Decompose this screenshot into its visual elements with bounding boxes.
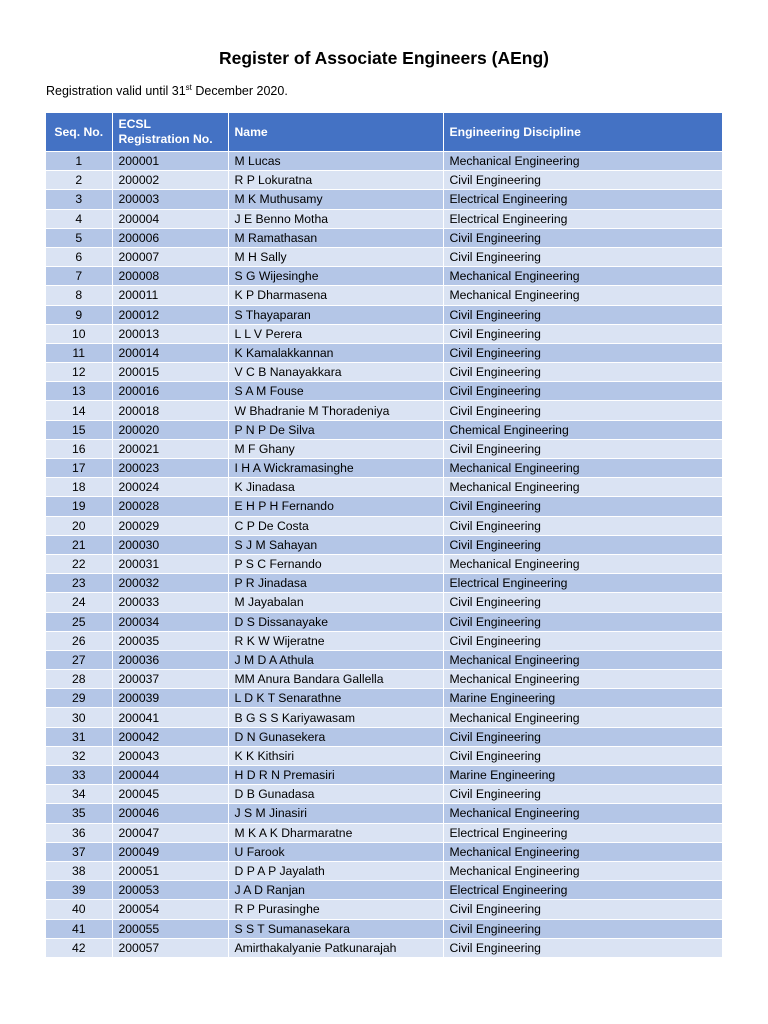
seq-cell: 19 (46, 497, 112, 516)
table-row (46, 823, 722, 842)
discipline-cell: Marine Engineering (443, 766, 722, 785)
validity-prefix: Registration valid until 31 (46, 84, 186, 98)
table-row (46, 727, 722, 746)
name-cell: S J M Sahayan (228, 535, 443, 554)
name-cell: M H Sally (228, 247, 443, 266)
name-cell: M Lucas (228, 152, 443, 171)
name-cell: MM Anura Bandara Gallella (228, 670, 443, 689)
name-cell: J S M Jinasiri (228, 804, 443, 823)
seq-cell: 16 (46, 439, 112, 458)
table-row (46, 574, 722, 593)
discipline-cell: Mechanical Engineering (443, 478, 722, 497)
seq-cell: 37 (46, 842, 112, 861)
table-row (46, 267, 722, 286)
name-cell: D P A P Jayalath (228, 861, 443, 880)
discipline-cell: Civil Engineering (443, 746, 722, 765)
table-row (46, 516, 722, 535)
name-cell: K K Kithsiri (228, 746, 443, 765)
registration-no-cell: 200024 (112, 478, 228, 497)
table-row (46, 919, 722, 938)
registration-no-cell: 200002 (112, 171, 228, 190)
discipline-cell: Mechanical Engineering (443, 670, 722, 689)
name-cell: K Jinadasa (228, 478, 443, 497)
name-cell: L L V Perera (228, 324, 443, 343)
table-row (46, 152, 722, 171)
table-row (46, 286, 722, 305)
seq-cell: 25 (46, 612, 112, 631)
name-cell: S S T Sumanasekara (228, 919, 443, 938)
table-row (46, 363, 722, 382)
name-cell: R K W Wijeratne (228, 631, 443, 650)
seq-cell: 9 (46, 305, 112, 324)
discipline-cell: Civil Engineering (443, 228, 722, 247)
name-cell: M F Ghany (228, 439, 443, 458)
discipline-cell: Civil Engineering (443, 439, 722, 458)
registration-no-cell: 200041 (112, 708, 228, 727)
table-row (46, 861, 722, 880)
discipline-cell: Mechanical Engineering (443, 861, 722, 880)
seq-cell: 20 (46, 516, 112, 535)
name-cell: R P Lokuratna (228, 171, 443, 190)
registration-no-cell: 200028 (112, 497, 228, 516)
seq-cell: 3 (46, 190, 112, 209)
discipline-cell: Mechanical Engineering (443, 267, 722, 286)
table-row (46, 766, 722, 785)
table-row (46, 612, 722, 631)
name-cell: M K Muthusamy (228, 190, 443, 209)
registration-no-cell: 200029 (112, 516, 228, 535)
name-cell: J E Benno Motha (228, 209, 443, 228)
header-name: Name (228, 113, 443, 152)
name-cell: D B Gunadasa (228, 785, 443, 804)
seq-cell: 2 (46, 171, 112, 190)
seq-cell: 10 (46, 324, 112, 343)
seq-cell: 42 (46, 938, 112, 957)
seq-cell: 26 (46, 631, 112, 650)
registration-no-cell: 200047 (112, 823, 228, 842)
table-row (46, 401, 722, 420)
table-row (46, 247, 722, 266)
discipline-cell: Mechanical Engineering (443, 650, 722, 669)
registration-no-cell: 200043 (112, 746, 228, 765)
seq-cell: 18 (46, 478, 112, 497)
seq-cell: 35 (46, 804, 112, 823)
discipline-cell: Civil Engineering (443, 516, 722, 535)
registration-no-cell: 200030 (112, 535, 228, 554)
name-cell: M Jayabalan (228, 593, 443, 612)
name-cell: J M D A Athula (228, 650, 443, 669)
name-cell: J A D Ranjan (228, 881, 443, 900)
discipline-cell: Mechanical Engineering (443, 708, 722, 727)
registration-no-cell: 200003 (112, 190, 228, 209)
seq-cell: 32 (46, 746, 112, 765)
registration-no-cell: 200007 (112, 247, 228, 266)
discipline-cell: Civil Engineering (443, 535, 722, 554)
validity-ordinal-suffix: st (185, 83, 192, 92)
registration-no-cell: 200021 (112, 439, 228, 458)
registration-no-cell: 200033 (112, 593, 228, 612)
seq-cell: 38 (46, 861, 112, 880)
registration-no-cell: 200036 (112, 650, 228, 669)
registration-no-cell: 200014 (112, 343, 228, 362)
table-row (46, 842, 722, 861)
registration-no-cell: 200039 (112, 689, 228, 708)
discipline-cell: Civil Engineering (443, 919, 722, 938)
registration-no-cell: 200054 (112, 900, 228, 919)
name-cell: D N Gunasekera (228, 727, 443, 746)
header-seq-no: Seq. No. (46, 113, 112, 152)
seq-cell: 23 (46, 574, 112, 593)
discipline-cell: Civil Engineering (443, 382, 722, 401)
registration-no-cell: 200051 (112, 861, 228, 880)
registration-no-cell: 200015 (112, 363, 228, 382)
registration-no-cell: 200013 (112, 324, 228, 343)
discipline-cell: Civil Engineering (443, 900, 722, 919)
table-row (46, 382, 722, 401)
registration-no-cell: 200006 (112, 228, 228, 247)
registration-no-cell: 200018 (112, 401, 228, 420)
table-row (46, 305, 722, 324)
header-registration-no: ECSL Registration No. (112, 113, 228, 152)
registration-no-cell: 200016 (112, 382, 228, 401)
validity-note (46, 84, 288, 98)
registration-no-cell: 200053 (112, 881, 228, 900)
name-cell: H D R N Premasiri (228, 766, 443, 785)
discipline-cell: Mechanical Engineering (443, 152, 722, 171)
discipline-cell: Mechanical Engineering (443, 554, 722, 573)
discipline-cell: Civil Engineering (443, 612, 722, 631)
name-cell: L D K T Senarathne (228, 689, 443, 708)
registration-no-cell: 200044 (112, 766, 228, 785)
discipline-cell: Civil Engineering (443, 401, 722, 420)
seq-cell: 28 (46, 670, 112, 689)
seq-cell: 21 (46, 535, 112, 554)
registration-no-cell: 200042 (112, 727, 228, 746)
seq-cell: 36 (46, 823, 112, 842)
discipline-cell: Electrical Engineering (443, 881, 722, 900)
registration-no-cell: 200055 (112, 919, 228, 938)
table-row (46, 900, 722, 919)
name-cell: E H P H Fernando (228, 497, 443, 516)
seq-cell: 15 (46, 420, 112, 439)
seq-cell: 13 (46, 382, 112, 401)
table-row (46, 785, 722, 804)
table-row (46, 631, 722, 650)
discipline-cell: Electrical Engineering (443, 190, 722, 209)
table-row (46, 228, 722, 247)
name-cell: K P Dharmasena (228, 286, 443, 305)
discipline-cell: Civil Engineering (443, 324, 722, 343)
register-table-body (46, 152, 722, 957)
registration-no-cell: 200049 (112, 842, 228, 861)
table-row (46, 593, 722, 612)
seq-cell: 24 (46, 593, 112, 612)
discipline-cell: Civil Engineering (443, 727, 722, 746)
document-title: Register of Associate Engineers (AEng) (219, 48, 549, 68)
name-cell: S G Wijesinghe (228, 267, 443, 286)
seq-cell: 33 (46, 766, 112, 785)
discipline-cell: Mechanical Engineering (443, 804, 722, 823)
seq-cell: 31 (46, 727, 112, 746)
seq-cell: 11 (46, 343, 112, 362)
seq-cell: 12 (46, 363, 112, 382)
table-row (46, 689, 722, 708)
discipline-cell: Civil Engineering (443, 171, 722, 190)
discipline-cell: Marine Engineering (443, 689, 722, 708)
table-row (46, 478, 722, 497)
validity-suffix: December 2020. (191, 84, 288, 98)
discipline-cell: Mechanical Engineering (443, 842, 722, 861)
registration-no-cell: 200057 (112, 938, 228, 957)
discipline-cell: Electrical Engineering (443, 209, 722, 228)
table-row (46, 650, 722, 669)
seq-cell: 1 (46, 152, 112, 171)
table-row (46, 804, 722, 823)
name-cell: C P De Costa (228, 516, 443, 535)
table-row (46, 209, 722, 228)
seq-cell: 6 (46, 247, 112, 266)
seq-cell: 7 (46, 267, 112, 286)
table-row (46, 343, 722, 362)
discipline-cell: Civil Engineering (443, 343, 722, 362)
seq-cell: 30 (46, 708, 112, 727)
name-cell: V C B Nanayakkara (228, 363, 443, 382)
discipline-cell: Mechanical Engineering (443, 286, 722, 305)
registration-no-cell: 200046 (112, 804, 228, 823)
name-cell: U Farook (228, 842, 443, 861)
table-row (46, 459, 722, 478)
name-cell: Amirthakalyanie Patkunarajah (228, 938, 443, 957)
table-row (46, 708, 722, 727)
name-cell: W Bhadranie M Thoradeniya (228, 401, 443, 420)
table-row (46, 190, 722, 209)
seq-cell: 5 (46, 228, 112, 247)
name-cell: P S C Fernando (228, 554, 443, 573)
name-cell: R P Purasinghe (228, 900, 443, 919)
discipline-cell: Civil Engineering (443, 785, 722, 804)
name-cell: I H A Wickramasinghe (228, 459, 443, 478)
name-cell: P N P De Silva (228, 420, 443, 439)
name-cell: M Ramathasan (228, 228, 443, 247)
registration-no-cell: 200020 (112, 420, 228, 439)
seq-cell: 17 (46, 459, 112, 478)
discipline-cell: Electrical Engineering (443, 823, 722, 842)
table-row (46, 439, 722, 458)
seq-cell: 14 (46, 401, 112, 420)
registration-no-cell: 200035 (112, 631, 228, 650)
seq-cell: 27 (46, 650, 112, 669)
table-row (46, 535, 722, 554)
seq-cell: 41 (46, 919, 112, 938)
discipline-cell: Civil Engineering (443, 247, 722, 266)
name-cell: P R Jinadasa (228, 574, 443, 593)
discipline-cell: Civil Engineering (443, 938, 722, 957)
name-cell: K Kamalakkannan (228, 343, 443, 362)
registration-no-cell: 200031 (112, 554, 228, 573)
name-cell: S Thayaparan (228, 305, 443, 324)
table-row (46, 420, 722, 439)
discipline-cell: Civil Engineering (443, 631, 722, 650)
registration-no-cell: 200011 (112, 286, 228, 305)
table-row (46, 497, 722, 516)
registration-no-cell: 200001 (112, 152, 228, 171)
seq-cell: 34 (46, 785, 112, 804)
registration-no-cell: 200032 (112, 574, 228, 593)
name-cell: S A M Fouse (228, 382, 443, 401)
name-cell: M K A K Dharmaratne (228, 823, 443, 842)
seq-cell: 40 (46, 900, 112, 919)
registration-no-cell: 200004 (112, 209, 228, 228)
registration-no-cell: 200034 (112, 612, 228, 631)
table-header-row (46, 113, 722, 152)
table-row (46, 670, 722, 689)
seq-cell: 29 (46, 689, 112, 708)
name-cell: B G S S Kariyawasam (228, 708, 443, 727)
seq-cell: 39 (46, 881, 112, 900)
header-engineering-discipline: Engineering Discipline (443, 113, 722, 152)
discipline-cell: Civil Engineering (443, 305, 722, 324)
registration-no-cell: 200008 (112, 267, 228, 286)
discipline-cell: Electrical Engineering (443, 574, 722, 593)
table-row (46, 746, 722, 765)
discipline-cell: Civil Engineering (443, 497, 722, 516)
name-cell: D S Dissanayake (228, 612, 443, 631)
registration-no-cell: 200012 (112, 305, 228, 324)
table-row (46, 324, 722, 343)
registration-no-cell: 200023 (112, 459, 228, 478)
seq-cell: 22 (46, 554, 112, 573)
register-table (46, 113, 722, 957)
discipline-cell: Chemical Engineering (443, 420, 722, 439)
table-row (46, 938, 722, 957)
table-row (46, 881, 722, 900)
discipline-cell: Civil Engineering (443, 593, 722, 612)
discipline-cell: Civil Engineering (443, 363, 722, 382)
seq-cell: 8 (46, 286, 112, 305)
table-row (46, 171, 722, 190)
registration-no-cell: 200037 (112, 670, 228, 689)
seq-cell: 4 (46, 209, 112, 228)
discipline-cell: Mechanical Engineering (443, 459, 722, 478)
table-row (46, 554, 722, 573)
registration-no-cell: 200045 (112, 785, 228, 804)
